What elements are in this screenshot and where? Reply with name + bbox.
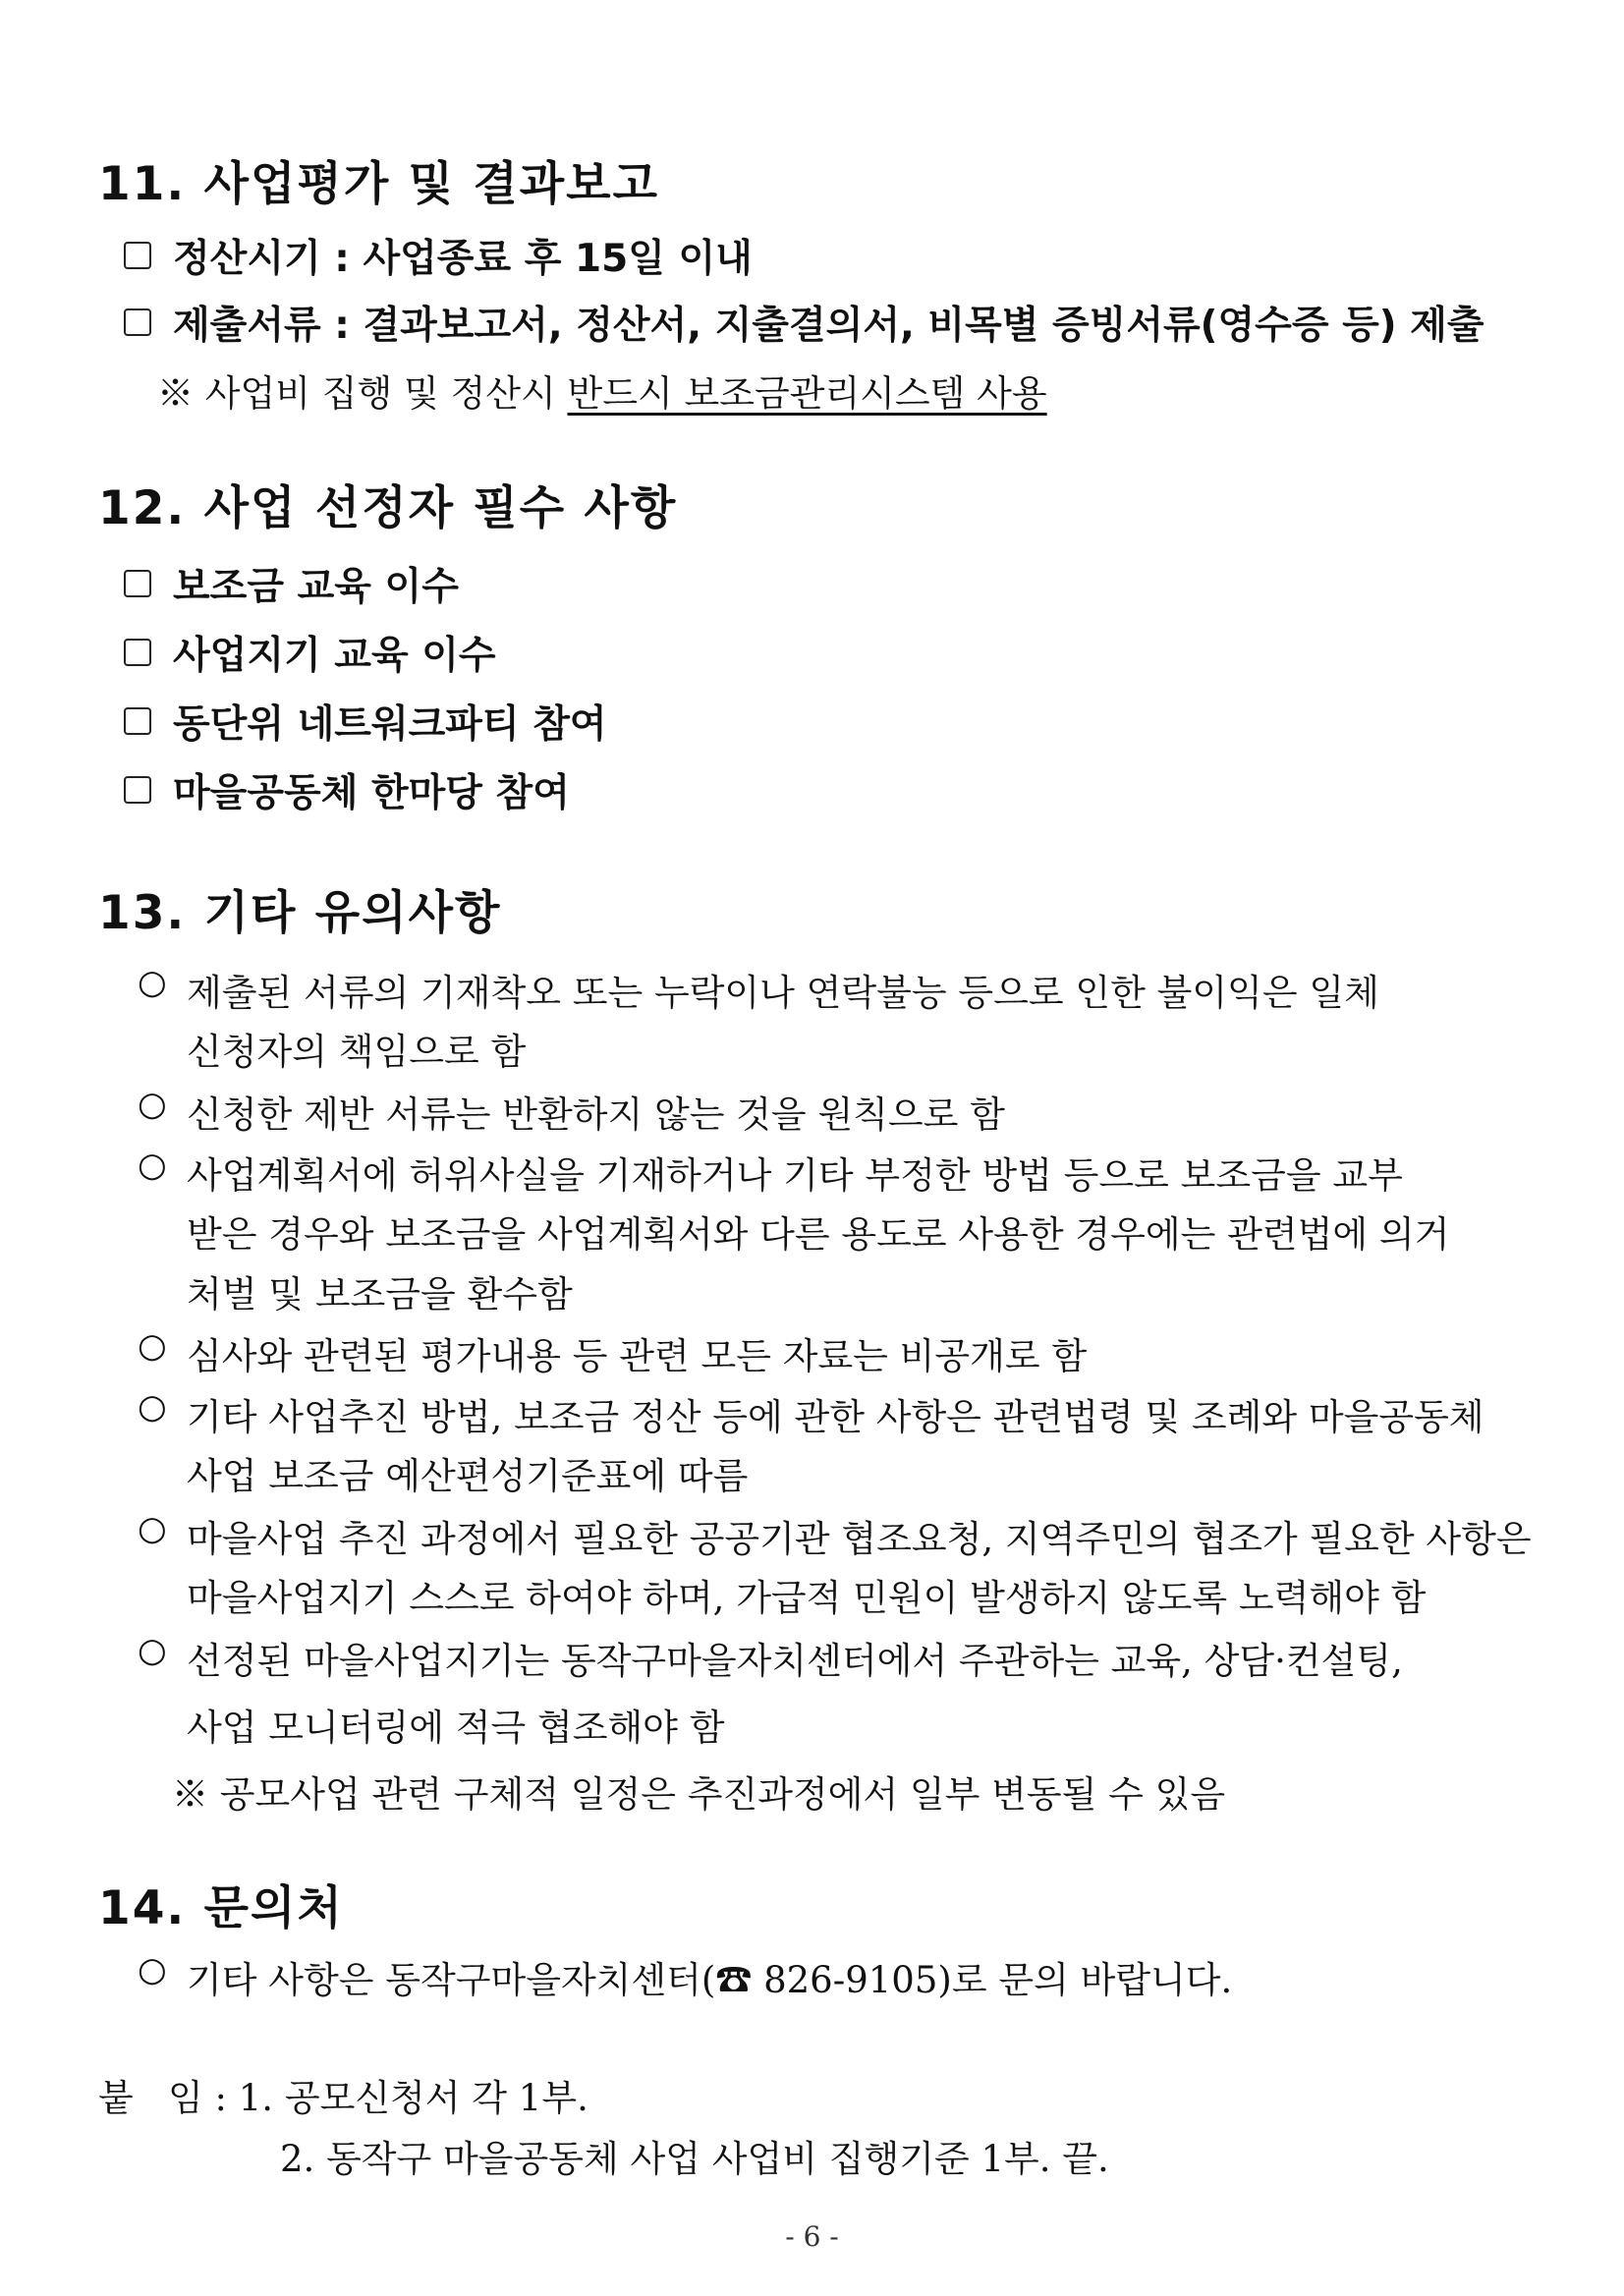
circle-bullet-icon: ○ xyxy=(138,1326,167,1366)
square-bullet-icon xyxy=(124,776,151,804)
section-12-item-2: 사업지기 교육 이수 xyxy=(124,625,496,680)
section-11-title: 11. 사업평가 및 결과보고 xyxy=(98,157,659,211)
square-bullet-icon xyxy=(124,570,151,597)
circle-bullet-icon: ○ xyxy=(138,1509,167,1548)
square-bullet-icon xyxy=(124,707,151,735)
section-13-title: 13. 기타 유의사항 xyxy=(98,886,502,940)
attachment-label: 붙 임 : xyxy=(98,2077,239,2119)
circle-bullet-icon: ○ xyxy=(138,1631,167,1670)
page-number: - 6 - xyxy=(785,2220,839,2253)
underlined-note: 반드시 보조금관리시스템 사용 xyxy=(567,372,1047,415)
attachment-line-2: 2. 동작구 마을공동체 사업 사업비 집행기준 1부. 끝. xyxy=(280,2138,1109,2180)
section-12-title: 12. 사업 선정자 필수 사항 xyxy=(98,481,678,535)
attachment-line-1: 붙 임 : 1. 공모신청서 각 1부. xyxy=(98,2077,588,2119)
document-page: 11. 사업평가 및 결과보고 정산시기 : 사업종료 후 15일 이내 제출서류 : 결과보고서, 정산서, 지출결의서, 비목별 증빙서류(영수증 등) 제출 ※ 사업비 집행 및 정산시 반드시 보조금관리시스템 사용 12. 사업 선정자 필수 사항 보조금 교육 이수 사업지기 교육 이수 동단위 네트워크파티 참여 마을공동체 한마당 참여 13. 기타 유의사항 ○ 제출된 서류의 기재착오 또는 누락이나 연락불능 등으로 인한 불이익은 일체 신청자의 책임으로 함 ○ 신청한 제반 서류는 반환하지 않는 것을 원칙으로 함 ○ 사업계획서에 허위사실을 기재하거나 기타 부정한 방법 등으로 보조금을 교부 받은 경우와 보조금을 사업계획서와 다른 용도로 사용한 경우에는 관련법에 의거 처벌 및 보조금을 환수함 ○ 심사와 관련된 평가내용 등 관련 모든 자료는 비공개로 함 ○ 기타 사업추진 방법, 보조금 정산 등에 관한 사항은 관련법령 및 조례와 마을공동체 사업 보조금 예산편성기준표에 따름 ○ 마을사업 추진 과정에서 필요한 공공기관 협조요청, 지역주민의 협조가 필요한 사항은 마을사업지기 스스로 하여야 하며, 가급적 민원이 발생하지 않도록 노력해야 함 ○ 선정된 마을사업지기는 동작구마을자치센터에서 주관하는 교육, 상담·컨설팅, 사업 모니터링에 적극 협조해야 함 ※ 공모사업 관련 구체적 일정은 추진과정에서 일부 변동될 수 있음 14. 문의처 ○ 기타 사항은 동작구마을자치센터(☎ 826-9105)로 문의 바랍니다. 붙 임 : 1. 공모신청서 각 1부. 2. 동작구 마을공동체 사업 사업비 집행기준 1부. 끝. - 6 - xyxy=(0,0,1624,2296)
section-13-note: ※ 공모사업 관련 구체적 일정은 추진과정에서 일부 변동될 수 있음 xyxy=(172,1773,1226,1816)
circle-bullet-icon: ○ xyxy=(138,1950,167,1989)
section-12-item-1: 보조금 교육 이수 xyxy=(124,556,459,611)
section-11-item-1: 정산시기 : 사업종료 후 15일 이내 xyxy=(124,228,753,283)
square-bullet-icon xyxy=(124,242,151,269)
section-12-item-3: 동단위 네트워크파티 참여 xyxy=(124,694,607,749)
section-11-note: ※ 사업비 집행 및 정산시 반드시 보조금관리시스템 사용 xyxy=(157,372,1047,415)
square-bullet-icon xyxy=(124,308,151,336)
circle-bullet-icon: ○ xyxy=(138,1085,167,1124)
circle-bullet-icon: ○ xyxy=(138,1146,167,1185)
circle-bullet-icon: ○ xyxy=(138,1387,167,1427)
section-12-item-4: 마을공동체 한마당 참여 xyxy=(124,762,570,817)
circle-bullet-icon: ○ xyxy=(138,963,167,1002)
square-bullet-icon xyxy=(124,639,151,666)
section-14-title: 14. 문의처 xyxy=(98,1881,344,1935)
section-11-item-2: 제출서류 : 결과보고서, 정산서, 지출결의서, 비목별 증빙서류(영수증 등) 제출 xyxy=(124,295,1484,350)
